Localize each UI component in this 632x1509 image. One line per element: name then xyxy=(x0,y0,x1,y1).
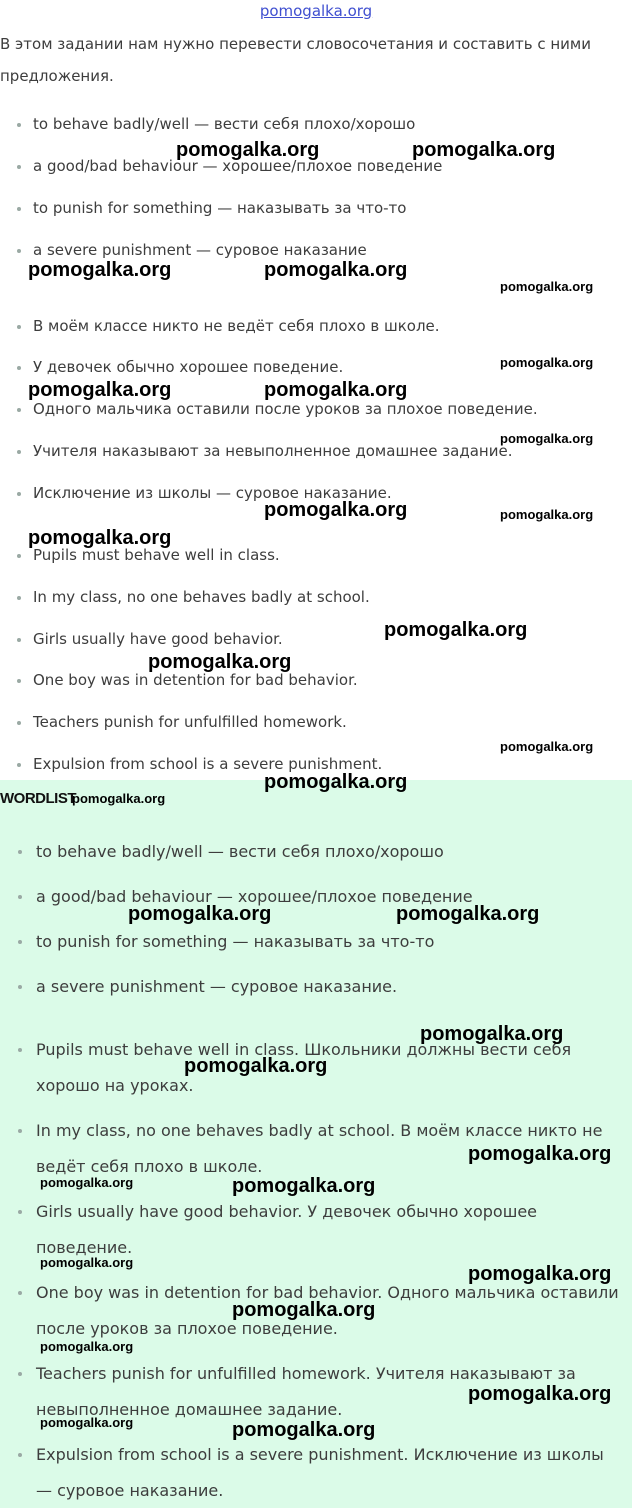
watermark: pomogalka.org xyxy=(264,771,408,793)
list-item: a good/bad behaviour — хорошее/плохое поведение xyxy=(0,879,632,915)
watermark: pomogalka.org xyxy=(500,739,594,754)
watermark: pomogalka.org xyxy=(128,903,272,925)
list-item: a severe punishment — суровое наказание. xyxy=(0,969,632,1005)
watermark: pomogalka.org xyxy=(40,1255,134,1270)
watermark: pomogalka.org xyxy=(500,279,594,294)
watermark: pomogalka.org xyxy=(468,1383,612,1405)
watermark: pomogalka.org xyxy=(500,431,594,446)
watermark: pomogalka.org xyxy=(468,1263,612,1285)
watermark: pomogalka.org xyxy=(264,379,408,401)
list-item: One boy was in detention for bad behavior. Одного мальчика оставили после уроков за плохое поведение. xyxy=(0,1275,632,1347)
watermark: pomogalka.org xyxy=(40,1339,134,1354)
list-item: In my class, no one behaves badly at school. В моём классе никто не ведёт себя плохо в школе. xyxy=(0,1113,632,1185)
list-item: Girls usually have good behavior. У девочек обычно хорошее поведение. xyxy=(0,1194,632,1266)
watermark: pomogalka.org xyxy=(500,507,594,522)
watermark: pomogalka.org xyxy=(264,259,408,281)
list-item: Teachers punish for unfulfilled homework. Учителя наказывают за невыполненное домашнее задание. xyxy=(0,1356,632,1428)
watermark: pomogalka.org xyxy=(184,1055,328,1077)
list-item: to behave badly/well — вести себя плохо/хорошо xyxy=(0,834,632,870)
watermark: pomogalka.org xyxy=(500,355,594,370)
watermark: pomogalka.org xyxy=(40,1415,134,1430)
watermark: pomogalka.org xyxy=(420,1023,564,1045)
watermark: pomogalka.org xyxy=(264,499,408,521)
watermark: pomogalka.org xyxy=(468,1143,612,1165)
watermark: pomogalka.org xyxy=(40,1175,134,1190)
intro-text: В этом задании нам нужно перевести словосочетания и составить с ними предложения. xyxy=(0,35,591,85)
list-item: to punish for something — наказывать за что-то xyxy=(0,924,632,960)
list-item: Pupils must behave well in class. Школьники должны вести себя хорошо на уроках. xyxy=(0,1032,632,1104)
watermark: pomogalka.org xyxy=(232,1175,376,1197)
list-item: Expulsion from school is a severe punishment. Исключение из школы — суровое наказание. xyxy=(0,1437,632,1509)
watermark: pomogalka.org xyxy=(72,791,166,806)
watermark: pomogalka.org xyxy=(384,619,528,641)
watermark: pomogalka.org xyxy=(176,139,320,161)
watermark: pomogalka.org xyxy=(148,651,292,673)
watermark: pomogalka.org xyxy=(396,903,540,925)
watermark: pomogalka.org xyxy=(28,527,172,549)
wordlist-title: WORDLIST xyxy=(0,790,76,807)
watermark: pomogalka.org xyxy=(412,139,556,161)
site-title-link[interactable]: pomogalka.org xyxy=(259,2,373,20)
watermark: pomogalka.org xyxy=(28,259,172,281)
watermark: pomogalka.org xyxy=(28,379,172,401)
watermark: pomogalka.org xyxy=(232,1299,376,1321)
watermark: pomogalka.org xyxy=(232,1419,376,1441)
